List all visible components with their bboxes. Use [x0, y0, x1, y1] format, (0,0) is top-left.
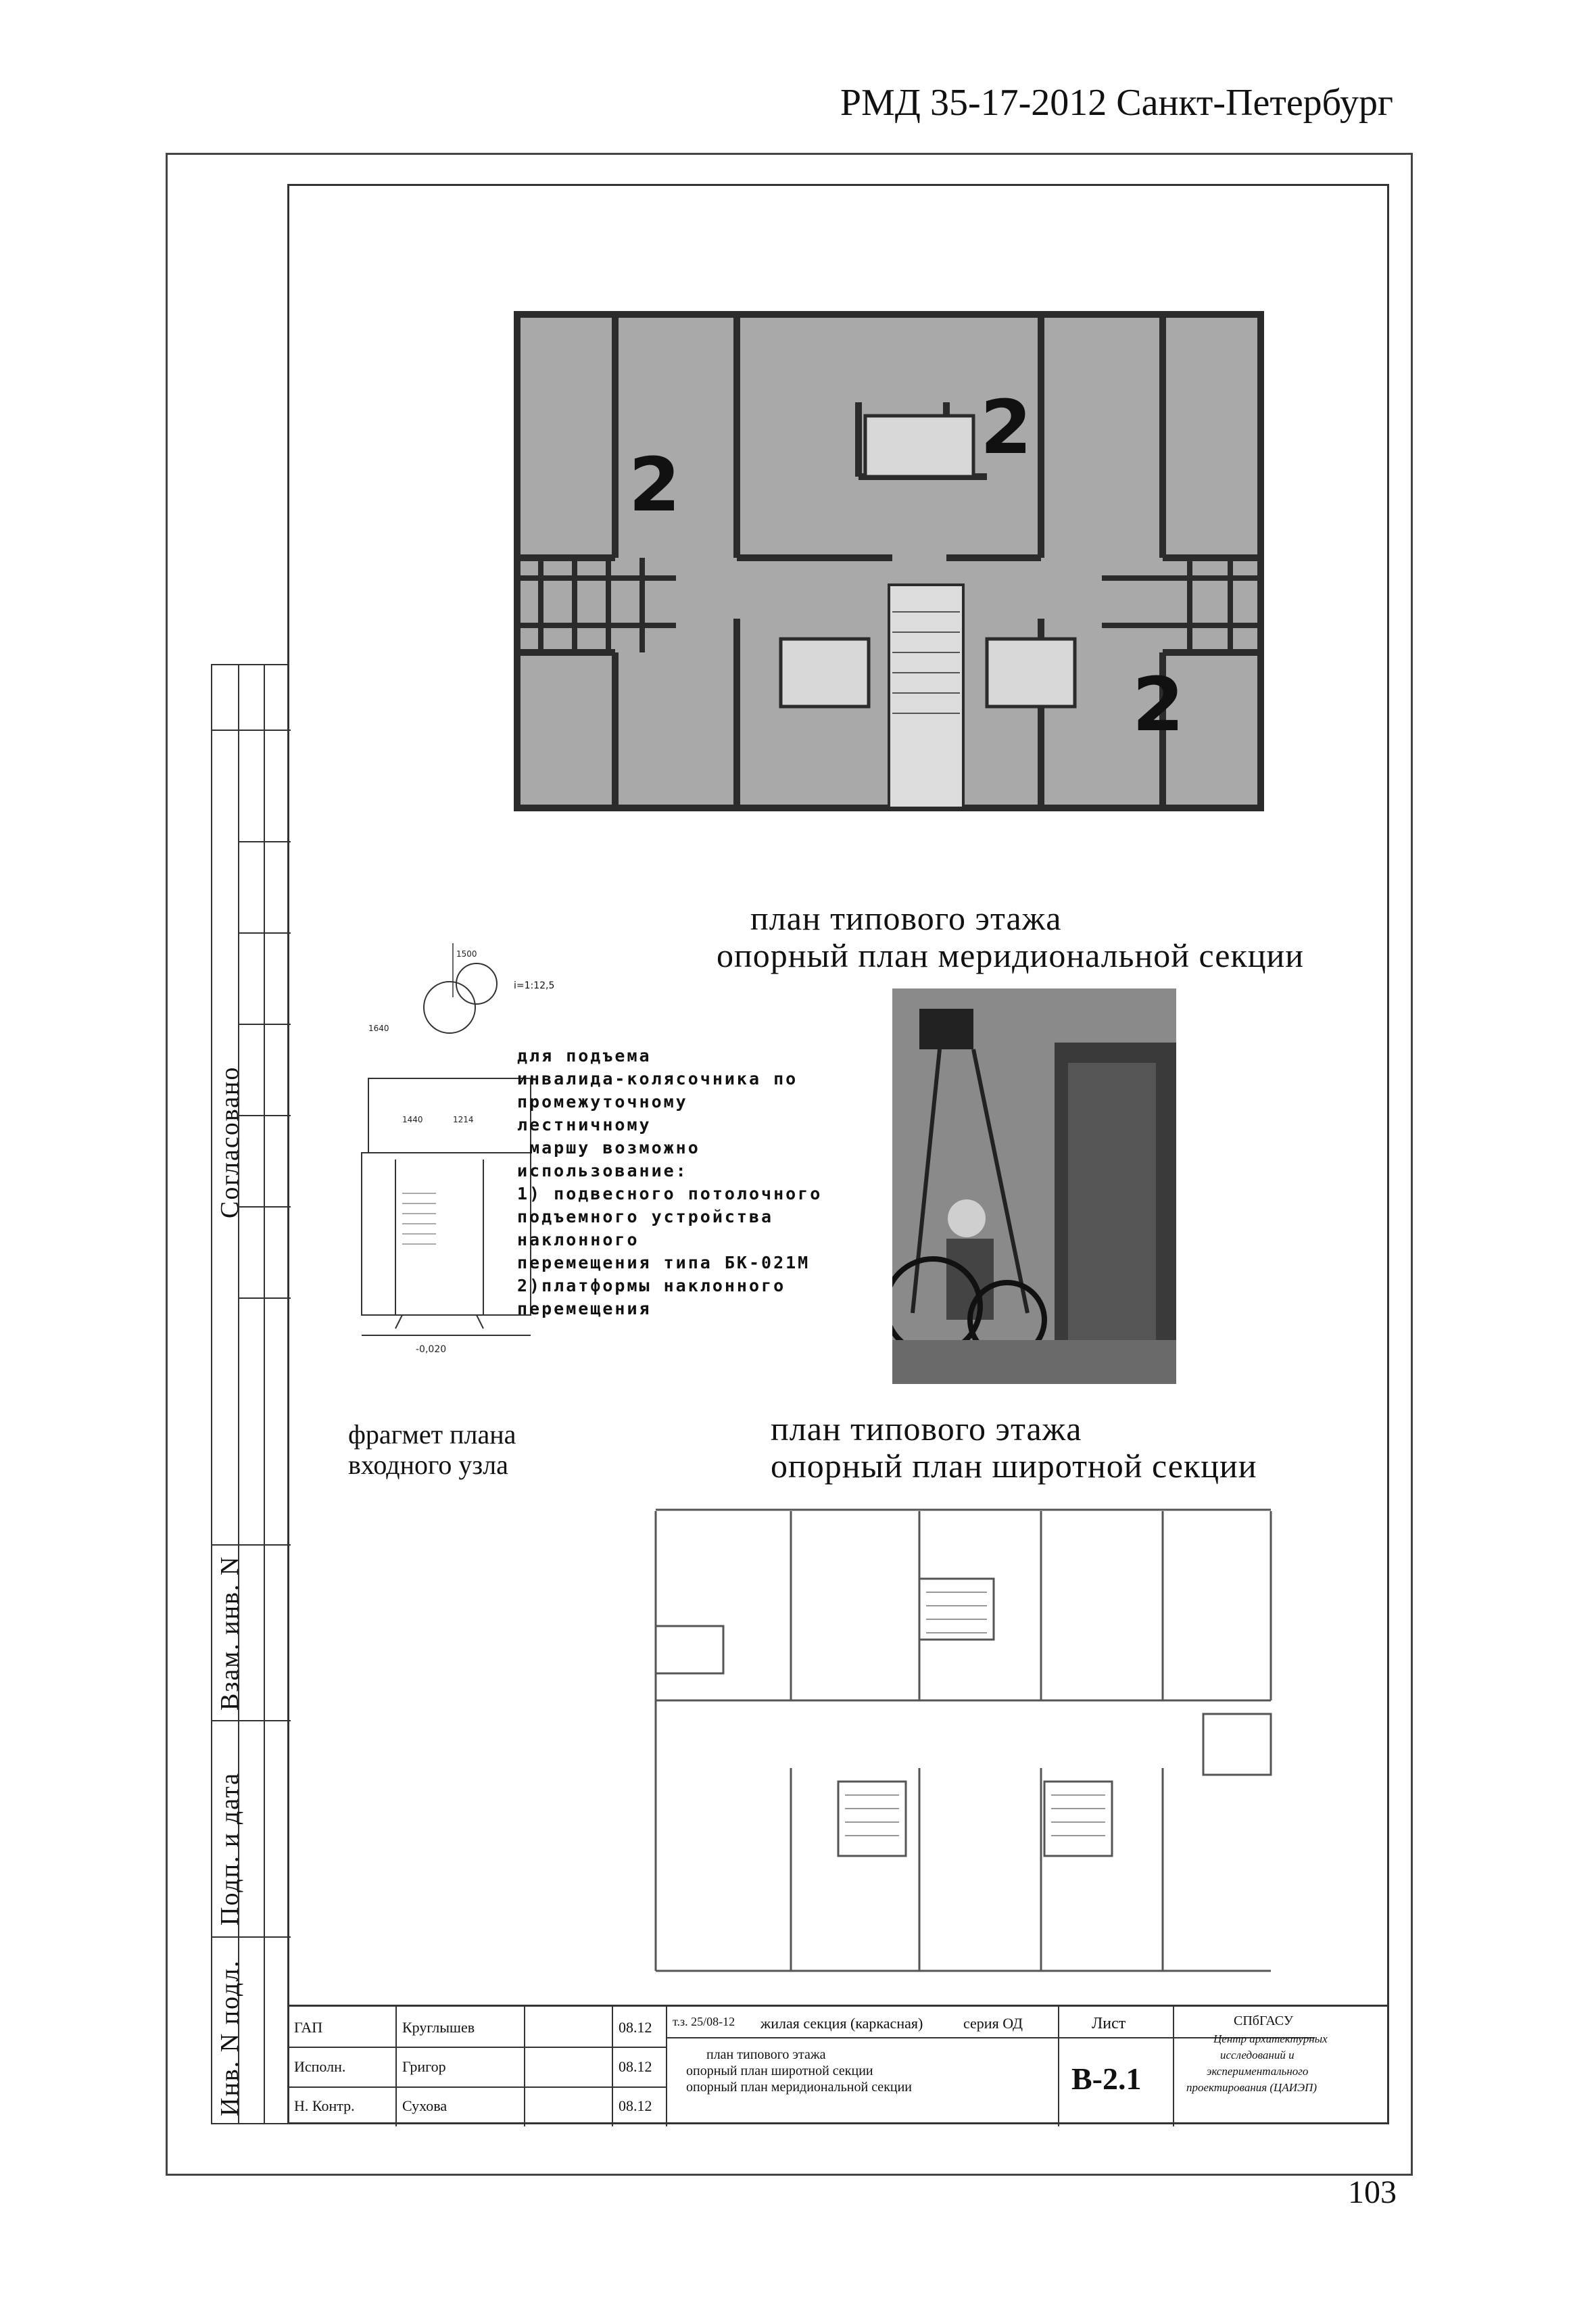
tb-name: Сухова: [402, 2097, 448, 2114]
svg-text:-0,020: -0,020: [416, 1344, 447, 1355]
svg-text:1500: 1500: [456, 949, 477, 959]
ramp-scale-label: i=1:12,5: [514, 980, 555, 991]
tb-date: 08.12: [619, 2097, 652, 2114]
stamp-inv-orig: Инв. N подл.: [216, 1959, 244, 2116]
tb-name: Круглышев: [402, 2019, 475, 2036]
stamp-sign-date: Подп. и дата: [216, 1771, 244, 1926]
meridional-caption-line1: план типового этажа: [750, 899, 1062, 937]
stamp-inv-replace: Взам. инв. N: [216, 1555, 244, 1711]
meridional-caption-line2: опорный план меридиональной секции: [717, 936, 1305, 974]
room-number-label: 2: [629, 441, 681, 528]
room-number-label: 2: [1132, 661, 1184, 748]
svg-text:1214: 1214: [453, 1115, 474, 1124]
room-number-label: 2: [980, 384, 1032, 471]
tb-name: Григор: [402, 2058, 446, 2075]
latitudinal-caption-line2: опорный план широтной секции: [771, 1447, 1257, 1485]
entrance-fragment-drawing: [348, 936, 544, 1396]
tb-desc: опорный план меридиональной секции: [686, 2080, 913, 2095]
title-block: ГАП Круглышев 08.12 Исполн. Григор 08.12 Н. Контр. Сухова 08.12 т.з. 25/08-12 жилая секция (каркасная) серия ОД план типового этажа опорный план широтной секции опорный план меридиональной секции Лист В-2.1 СПбГАСУ Центр архитектурных исследований и экспериментального проектирования (ЦАИЭП): [287, 2005, 1389, 2126]
tb-tech-task: т.з. 25/08-12: [673, 2015, 735, 2028]
meridional-floor-plan: [514, 308, 1264, 821]
document-code: РМД 35-17-2012 Санкт-Петербург: [840, 82, 1393, 124]
stamp-agreed: Согласовано: [216, 1066, 244, 1218]
tb-section-type: жилая секция (каркасная): [760, 2015, 923, 2032]
page-number: 103: [1348, 2174, 1397, 2210]
tb-role: Н. Контр.: [294, 2097, 355, 2114]
latitudinal-floor-plan: [635, 1498, 1298, 1984]
tb-date: 08.12: [619, 2058, 652, 2075]
svg-text:1640: 1640: [368, 1024, 389, 1033]
tb-role: ГАП: [294, 2019, 323, 2036]
fragment-caption-line2: входного узла: [348, 1450, 508, 1480]
tb-series: серия ОД: [963, 2015, 1023, 2032]
latitudinal-caption-line1: план типового этажа: [771, 1410, 1082, 1448]
wheelchair-lift-photo: [892, 988, 1176, 1384]
fragment-caption-line1: фрагмет плана: [348, 1419, 516, 1450]
tb-date: 08.12: [619, 2019, 652, 2036]
tb-desc: опорный план широтной секции: [686, 2063, 873, 2078]
tb-role: Исполн.: [294, 2058, 346, 2075]
tb-sheet-code: В-2.1: [1071, 2061, 1142, 2096]
tb-desc: план типового этажа: [706, 2047, 826, 2062]
lift-usage-note: для подъема инвалида-колясочника по промежуточному лестничному маршу возможно использование: 1) подвесного потолочного подъемного устройства наклонного перемещения типа БК-021М 2)платформы наклонного перемещения: [517, 1046, 823, 1318]
svg-text:1440: 1440: [402, 1115, 423, 1124]
tb-sheet-label: Лист: [1092, 2015, 1126, 2032]
